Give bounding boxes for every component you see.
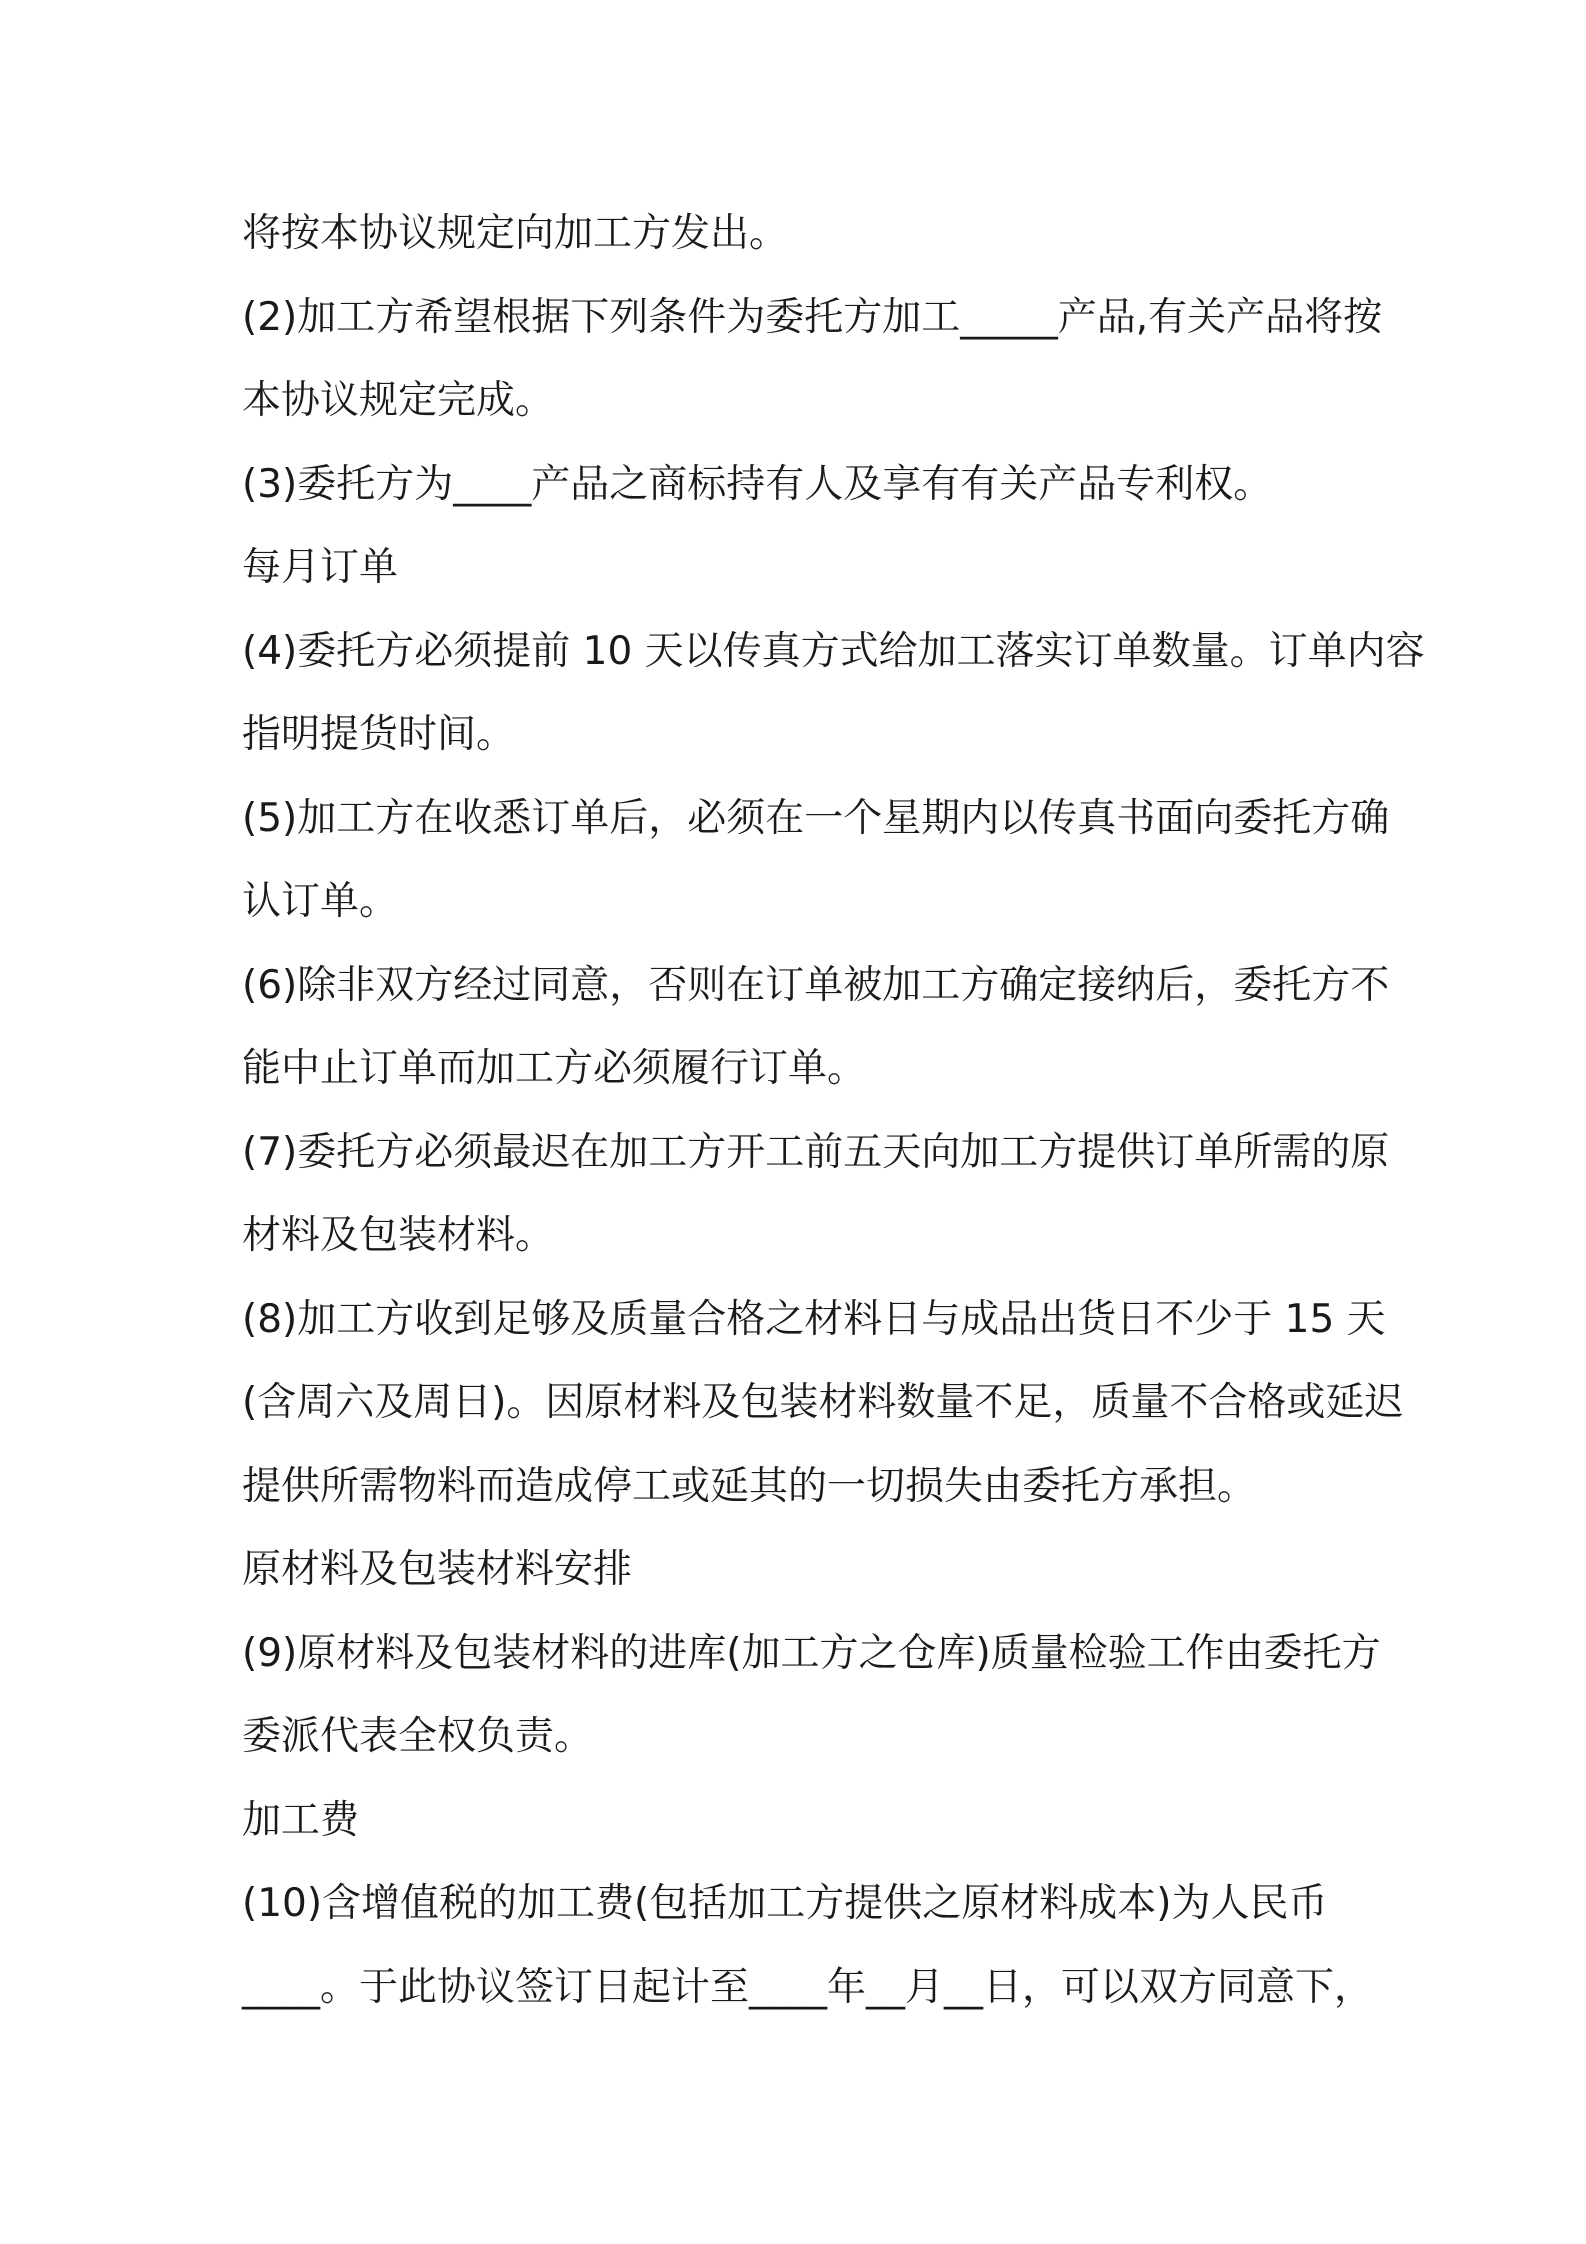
text-line: (9)原材料及包装材料的进库(加工方之仓库)质量检验工作由委托方 bbox=[242, 1630, 1381, 1676]
text-line: (4)委托方必须提前 10 天以传真方式给加工落实订单数量。订单内容 bbox=[242, 628, 1425, 674]
document-body bbox=[242, 192, 1425, 2029]
text-line: 提供所需物料而造成停工或延其的一切损失由委托方承担。 bbox=[242, 1463, 1257, 1509]
text-line: (5)加工方在收悉订单后，必须在一个星期内以传真书面向委托方确 bbox=[242, 795, 1390, 841]
section-heading: 每月订单 bbox=[242, 545, 399, 590]
text-line: 材料及包装材料。 bbox=[242, 1213, 555, 1258]
text-line: (2)加工方希望根据下列条件为委托方加工_____产品,有关产品将按 bbox=[242, 294, 1383, 340]
text-line: ____。于此协议签订日起计至____年__月__日，可以双方同意下， bbox=[242, 1964, 1374, 2010]
text-line: 本协议规定完成。 bbox=[242, 378, 555, 423]
text-line: 将按本协议规定向加工方发出。 bbox=[242, 211, 789, 256]
section-heading: 原材料及包装材料安排 bbox=[242, 1547, 633, 1592]
text-line: 认订单。 bbox=[242, 879, 399, 924]
text-line: (8)加工方收到足够及质量合格之材料日与成品出货日不少于 15 天 bbox=[242, 1296, 1386, 1342]
text-line: (7)委托方必须最迟在加工方开工前五天向加工方提供订单所需的原 bbox=[242, 1129, 1390, 1175]
text-line: 委派代表全权负责。 bbox=[242, 1714, 594, 1759]
text-line: (10)含增值税的加工费(包括加工方提供之原材料成本)为人民币 bbox=[242, 1881, 1328, 1926]
text-line: (3)委托方为____产品之商标持有人及享有有关产品专利权。 bbox=[242, 461, 1273, 507]
text-line: 能中止订单而加工方必须履行订单。 bbox=[242, 1046, 867, 1091]
section-heading: 加工费 bbox=[242, 1797, 360, 1843]
text-line: 指明提货时间。 bbox=[242, 712, 516, 757]
text-line: (含周六及周日)。因原材料及包装材料数量不足，质量不合格或延迟 bbox=[242, 1380, 1404, 1425]
text-line: (6)除非双方经过同意，否则在订单被加工方确定接纳后，委托方不 bbox=[242, 962, 1390, 1008]
